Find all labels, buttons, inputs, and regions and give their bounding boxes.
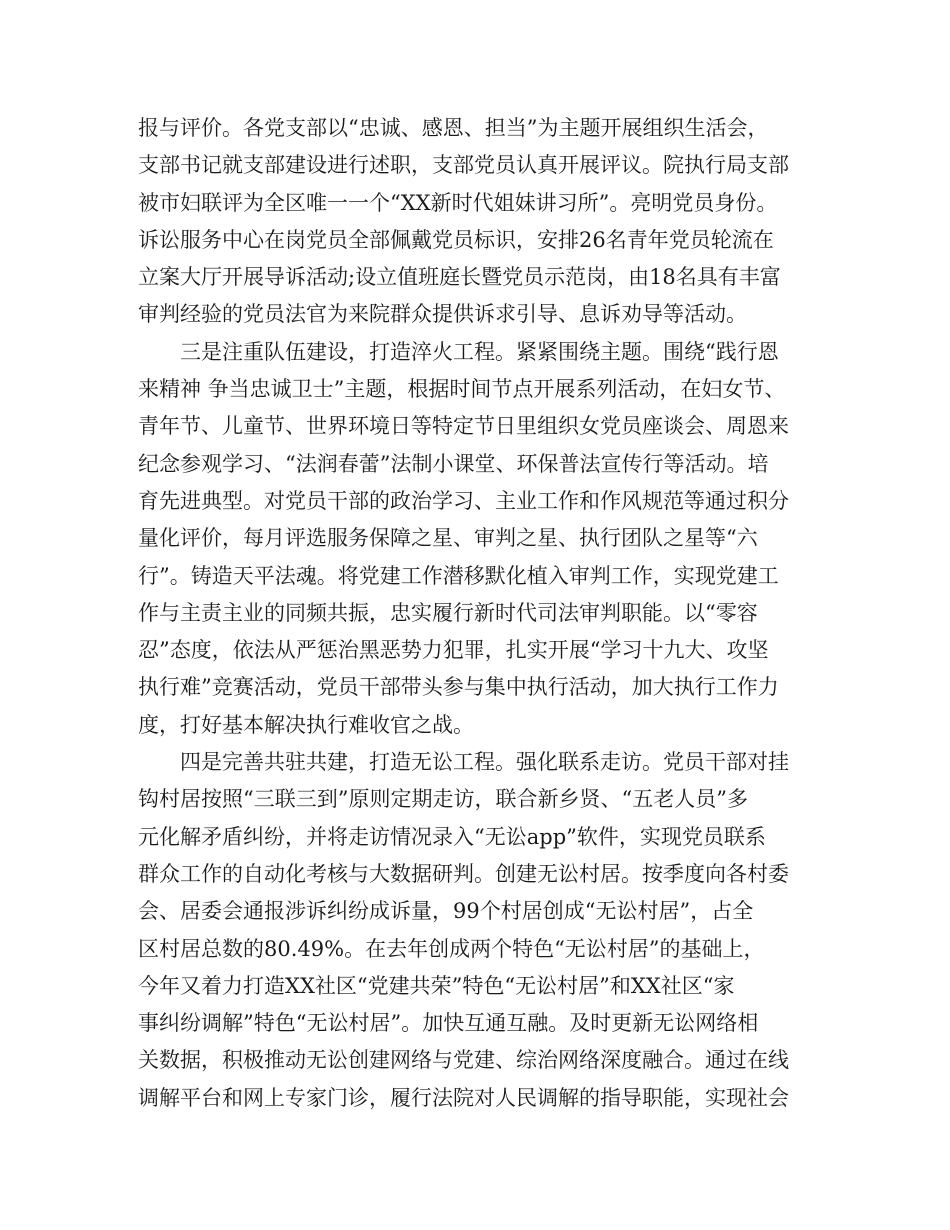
text-line: 四是完善共驻共建，打造无讼工程。强化联系走访。党员干部对挂 xyxy=(138,750,789,775)
text-line: 事纠纷调解”特色“无讼村居”。加快互通互融。及时更新无讼网络相 xyxy=(138,1011,759,1036)
text-line: 诉讼服务中心在岗党员全部佩戴党员标识，安排26名青年党员轮流在 xyxy=(138,227,774,252)
body-text xyxy=(138,110,828,1117)
text-line: 行”。铸造天平法魂。将党建工作潜移默化植入审判工作，实现党建工 xyxy=(138,563,779,588)
text-line: 调解平台和网上专家门诊，履行法院对人民调解的指导职能，实现社会 xyxy=(138,1085,789,1110)
text-line: 会、居委会通报涉诉纠纷成诉量，99个村居创成“无讼村居”，占全 xyxy=(138,899,754,924)
text-line: 来精神 争当忠诚卫士”主题，根据时间节点开展系列活动，在妇女节、 xyxy=(138,377,786,402)
text-line: 三是注重队伍建设，打造淬火工程。紧紧围绕主题。围绕“践行恩 xyxy=(138,339,779,364)
text-line: 审判经验的党员法官为来院群众提供诉求引导、息诉劝导等活动。 xyxy=(138,302,747,327)
text-line: 区村居总数的80.49%。在去年创成两个特色“无讼村居”的基础上， xyxy=(138,936,765,961)
text-line: 群众工作的自动化考核与大数据研判。创建无讼村居。按季度向各村委 xyxy=(138,861,789,886)
text-line: 立案大厅开展导诉活动;设立值班庭长暨党员示范岗，由18名具有丰富 xyxy=(138,265,781,290)
text-line: 报与评价。各党支部以“忠诚、感恩、担当”为主题开展组织生活会， xyxy=(138,116,769,140)
text-line: 作与主责主业的同频共振，忠实履行新时代司法审判职能。以“零容 xyxy=(138,600,758,625)
text-line: 被市妇联评为全区唯一一个“XX新时代姐妹讲习所”。亮明党员身份。 xyxy=(138,190,778,215)
text-line: 量化评价，每月评选服务保障之星、审判之星、执行团队之星等“六 xyxy=(138,526,758,551)
text-line: 今年又着力打造XX社区“党建共荣”特色“无讼村居”和XX社区“家 xyxy=(138,973,735,998)
text-line: 执行难”竞赛活动，党员干部带头参与集中执行活动，加大执行工作力 xyxy=(138,675,779,700)
text-line: 青年节、儿童节、世界环境日等特定节日里组织女党员座谈会、周恩来 xyxy=(138,414,789,439)
text-line: 度，打好基本解决执行难收官之战。 xyxy=(138,712,474,737)
text-line: 关数据，积极推动无讼创建网络与党建、综治网络深度融合。通过在线 xyxy=(138,1048,789,1073)
text-line: 元化解矛盾纠纷，并将走访情况录入“无讼app”软件，实现党员联系 xyxy=(138,824,766,849)
text-line: 纪念参观学习、“法润春蕾”法制小课堂、环保普法宣传行等活动。培 xyxy=(138,451,769,476)
text-line: 忍”态度，依法从严惩治黑恶势力犯罪，扎实开展“学习十九大、攻坚 xyxy=(138,638,769,663)
text-line: 钩村居按照“三联三到”原则定期走访，联合新乡贤、“五老人员”多 xyxy=(138,787,748,812)
text-line: 支部书记就支部建设进行述职，支部党员认真开展评议。院执行局支部 xyxy=(138,153,789,178)
text-line: 育先进典型。对党员干部的政治学习、主业工作和作风规范等通过积分 xyxy=(138,488,789,513)
